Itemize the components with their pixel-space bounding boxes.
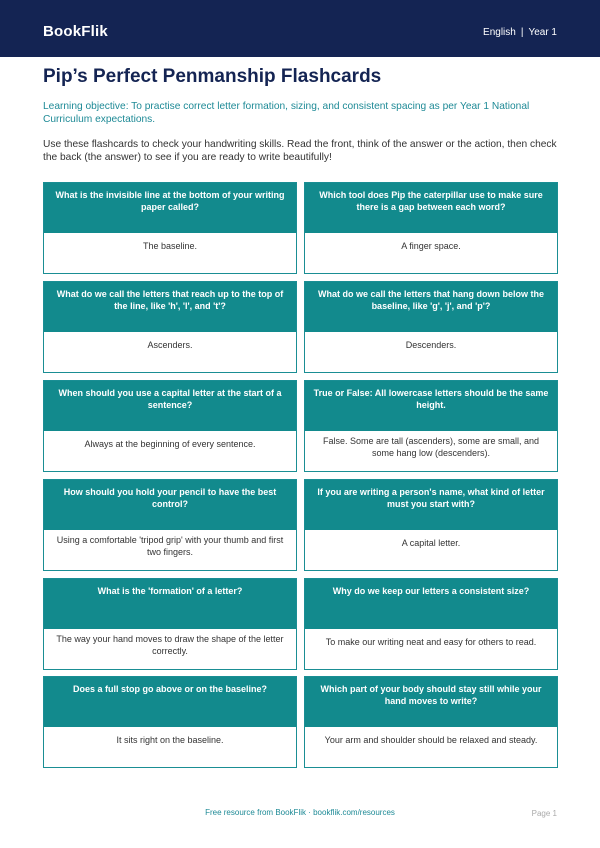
flashcard-front: Which part of your body should stay still while your hand moves to write?: [305, 677, 557, 727]
meta-separator: |: [520, 27, 524, 38]
subject-year-label: [483, 26, 557, 40]
flashcard: [43, 281, 297, 373]
flashcard-back: The baseline.: [142, 241, 198, 251]
flashcard-front: Does a full stop go above or on the baseline?: [44, 677, 296, 727]
intro-text: Use these flashcards to check your handwriting skills. Read the front, think of the answer or the action, then check the back (the answer) to see if you are ready to write beautifully!: [43, 139, 557, 163]
flashcard-front: What do we call the letters that reach up to the top of the line, like 'h', 'l', and 't'?: [44, 282, 296, 332]
flashcard-front: Which tool does Pip the caterpillar use to make sure there is a gap between each word?: [305, 183, 557, 233]
flashcard: [304, 479, 558, 571]
flashcard-front: True or False: All lowercase letters should be the same height.: [305, 381, 557, 431]
flashcard-front: What is the 'formation' of a letter?: [44, 579, 296, 629]
flashcard: [43, 479, 297, 571]
flashcard: [304, 281, 558, 373]
learning-objective: Learning objective: To practise correct letter formation, sizing, and consistent spacing as per Year 1 National Curriculum expectations.: [43, 101, 530, 125]
flashcard: [43, 676, 297, 768]
flashcard-back: The way your hand moves to draw the shape of the letter correctly.: [56, 634, 284, 656]
flashcard-front: If you are writing a person's name, what kind of letter must you start with?: [305, 480, 557, 530]
footer-credit[interactable]: Free resource from BookFlik · bookflik.com/resources: [205, 808, 395, 817]
flashcard-back: Always at the beginning of every sentence.: [84, 439, 256, 449]
flashcard-front: Why do we keep our letters a consistent size?: [305, 579, 557, 629]
flashcard-front: How should you hold your pencil to have the best control?: [44, 480, 296, 530]
flashcard-front: What do we call the letters that hang down below the baseline, like 'g', 'j', and 'p'?: [305, 282, 557, 332]
flashcard-back: False. Some are tall (ascenders), some are small, and some hang low (descenders).: [322, 436, 540, 458]
flashcard-back: Ascenders.: [147, 340, 193, 350]
page-title: Pip’s Perfect Penmanship Flashcards: [43, 66, 382, 87]
flashcard-back: A capital letter.: [401, 538, 461, 548]
flashcard-back: Descenders.: [405, 340, 457, 350]
flashcard: [304, 578, 558, 670]
flashcard: [43, 182, 297, 274]
flashcard: [304, 380, 558, 472]
flashcard-back: To make our writing neat and easy for others to read.: [325, 637, 537, 647]
flashcard: [43, 380, 297, 472]
flashcard-back: Using a comfortable 'tripod grip' with your thumb and first two fingers.: [56, 535, 284, 557]
year-label: Year 1: [528, 27, 557, 38]
flashcard: [304, 182, 558, 274]
flashcard: [304, 676, 558, 768]
flashcard-front: When should you use a capital letter at the start of a sentence?: [44, 381, 296, 431]
flashcard: [43, 578, 297, 670]
flashcard-back: Your arm and shoulder should be relaxed and steady.: [324, 735, 538, 745]
flashcard-back: It sits right on the baseline.: [116, 735, 224, 745]
flashcard-back: A finger space.: [401, 241, 461, 251]
top-bar: [0, 0, 600, 57]
page-number: Page 1: [531, 809, 557, 818]
subject-label: English: [483, 27, 516, 38]
brand-logo[interactable]: BookFlik: [43, 23, 108, 40]
flashcard-front: What is the invisible line at the bottom of your writing paper called?: [44, 183, 296, 233]
